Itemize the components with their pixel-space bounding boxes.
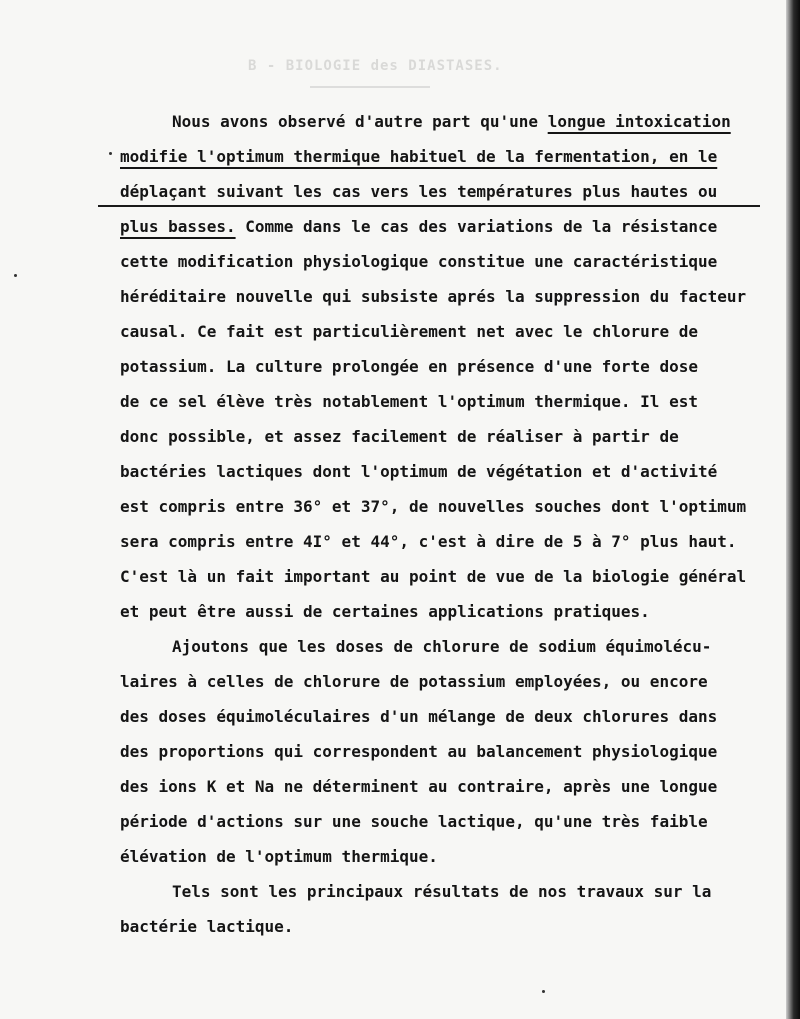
line-text: héréditaire nouvelle qui subsiste aprés la suppression du facteur (120, 287, 747, 306)
line-text: de ce sel élève très notablement l'optimum thermique. Il est (120, 392, 698, 411)
underlined-text: modifie l'optimum thermique habituel de la fermentation, en le (120, 147, 718, 166)
text-line (120, 847, 438, 867)
text-line (120, 707, 717, 727)
underlined-text: longue intoxication (547, 112, 731, 131)
line-text: des doses équimoléculaires d'un mélange de deux chlorures dans (120, 707, 718, 726)
line-text: laires à celles de chlorure de potassium employées, ou encore (120, 672, 708, 691)
text-line (120, 497, 746, 517)
bleed-through-rule (310, 86, 430, 88)
text-line (120, 322, 698, 342)
text-line (172, 112, 731, 132)
text-line (120, 742, 717, 762)
text-line (120, 777, 717, 797)
text-line (120, 217, 717, 237)
scan-speck (542, 990, 545, 993)
scan-speck (109, 152, 112, 155)
text-line (120, 392, 698, 412)
line-text: bactéries lactiques dont l'optimum de végétation et d'activité (120, 462, 718, 481)
bleed-through-heading: B - BIOLOGIE des DIASTASES. (248, 58, 503, 74)
text-line (120, 357, 698, 377)
text-line (120, 672, 708, 692)
line-text: sera compris entre 4I° et 44°, c'est à dire de 5 à 7° plus haut. (120, 532, 737, 551)
line-text: cette modification physiologique constitue une caractéristique (120, 252, 718, 271)
text-line (120, 532, 737, 552)
line-text: est compris entre 36° et 37°, de nouvelles souches dont l'optimum (120, 497, 747, 516)
line-text: donc possible, et assez facilement de réaliser à partir de (120, 427, 679, 446)
underline-rule (98, 205, 760, 207)
text-line (120, 182, 717, 202)
line-text: Nous avons observé d'autre part qu'une (172, 112, 548, 131)
underlined-text: plus basses. (120, 217, 236, 236)
line-text: des proportions qui correspondent au balancement physiologique (120, 742, 718, 761)
text-line (120, 287, 746, 307)
text-line (172, 882, 711, 902)
line-text: des ions K et Na ne déterminent au contraire, après une longue (120, 777, 718, 796)
text-line (172, 637, 711, 657)
line-text: causal. Ce fait est particulièrement net avec le chlorure de (120, 322, 698, 341)
scan-speck (14, 274, 17, 277)
text-line (120, 462, 717, 482)
text-line (120, 567, 746, 587)
line-text: C'est là un fait important au point de vue de la biologie général (120, 567, 747, 586)
scan-edge (786, 0, 800, 1019)
text-line (120, 917, 293, 937)
underlined-text: déplaçant suivant les cas vers les températures plus hautes ou (120, 182, 718, 201)
line-text: et peut être aussi de certaines applications pratiques. (120, 602, 650, 621)
text-line (120, 147, 717, 167)
text-line (120, 427, 679, 447)
line-text: Comme dans le cas des variations de la résistance (235, 217, 718, 236)
line-text: Ajoutons que les doses de chlorure de sodium équimolécu- (172, 637, 712, 656)
line-text: Tels sont les principaux résultats de nos travaux sur la (172, 882, 712, 901)
line-text: élévation de l'optimum thermique. (120, 847, 438, 866)
text-line (120, 602, 650, 622)
line-text: bactérie lactique. (120, 917, 294, 936)
text-line (120, 252, 717, 272)
text-line (120, 812, 708, 832)
line-text: potassium. La culture prolongée en présence d'une forte dose (120, 357, 698, 376)
line-text: période d'actions sur une souche lactique, qu'une très faible (120, 812, 708, 831)
